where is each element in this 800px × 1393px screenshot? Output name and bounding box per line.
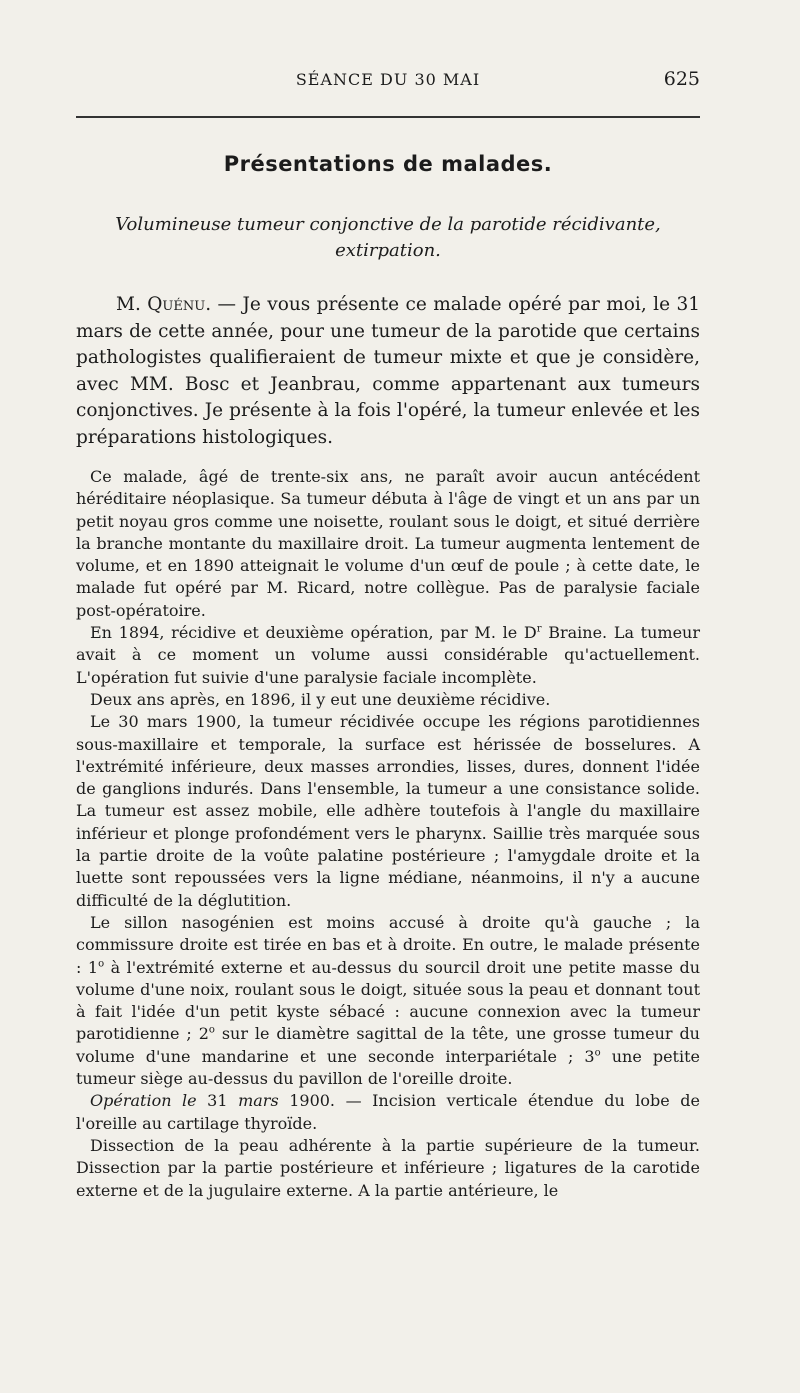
section-title: Présentations de malades. xyxy=(223,152,553,176)
p5-text-d: une petite tumeur siège au-dessus du pavillon de l'oreille droite. xyxy=(76,1046,701,1089)
p5-text-c: sur le diamètre sagittal de la tête, une grosse tumeur du volume d'une mandarine et une seconde interpariétale ; 3 xyxy=(76,1024,700,1066)
intro-paragraph xyxy=(76,292,700,451)
header-rule xyxy=(76,116,700,118)
intro-body: — Je vous présente ce malade opéré par moi, le 31 mars de cette année, pour une tumeur de la parotide que certains pathologistes qualifieraient de tumeur mixte et que je considère, avec MM. Bosc et Jeanbrau, comme appartenant aux tumeurs conjonctives. Je présente à la fois l'opéré, la tumeur enlevée et les préparations histologiques. xyxy=(76,294,700,448)
paragraph-examination: Le 30 mars 1900, la tumeur récidivée occupe les régions parotidiennes sous-maxillaire et temporale, la surface est hérissée de bosselures. A l'extrémité inférieure, deux masses arrondies, lisses, dures, donnent l'idée de ganglions indurés. Dans l'ensemble, la tumeur a une consistance solide. La tumeur est assez mobile, elle adhère toutefois à l'angle du maxillaire inférieur et plonge profondément vers le pharynx. Saillie très marquée sous la partie droite de la voûte palatine postérieure ; l'amygdale droite et la luette sont repoussées vers la ligne médiane, néanmoins, il n'y a aucune difficulté de la déglutition. xyxy=(76,712,700,910)
paragraph-dissection: Dissection de la peau adhérente à la partie supérieure de la tumeur. Dissection par la partie postérieure et inférieure ; ligatures de la carotide externe et de la jugulaire externe. A la partie antérieure, le xyxy=(76,1135,700,1200)
p5-superscript-3: o xyxy=(594,1047,601,1059)
paragraph-operation xyxy=(76,1090,700,1135)
paragraph-history: Ce malade, âgé de trente-six ans, ne paraît avoir aucun antécédent héréditaire néoplasique. Sa tumeur débuta à l'âge de vingt et un ans par un petit noyau gros comme une noisette, roulant sous le doigt, et situé derrière la branche montante du maxillaire droit. La tumeur augmenta lentement de volume, et en 1890 atteignait le volume d'un œuf de poule ; à cette date, le malade fut opéré par M. Ricard, notre collègue. Pas de paralysie faciale post-opératoire. xyxy=(76,467,700,620)
intro-text xyxy=(76,292,700,451)
p6-italic-2: mars xyxy=(238,1091,279,1111)
paragraph-findings xyxy=(76,912,700,1090)
p2-text-b: Braine. La tumeur avait à ce moment un volume aussi considérable qu'actuellement. L'opération fut suivie d'une paralysie faciale incomplète. xyxy=(76,623,701,687)
p5-text-a: Le sillon nasogénien est moins accusé à droite qu'à gauche ; la commissure droite est tirée en bas et à droite. En outre, le malade présente : 1 xyxy=(76,912,700,977)
paragraph-recurrence-1896: Deux ans après, en 1896, il y eut une deuxième récidive. xyxy=(90,689,551,709)
article-title xyxy=(76,212,700,264)
speaker-prefix: M. xyxy=(116,294,148,315)
p5-superscript-1: o xyxy=(98,958,105,970)
running-title: SÉANCE DU 30 MAI xyxy=(295,70,481,89)
paragraph-recurrence-1894 xyxy=(76,622,700,689)
p5-superscript-2: o xyxy=(208,1025,215,1037)
p6-number: 31 xyxy=(196,1091,239,1111)
p6-italic-1: Opération le xyxy=(90,1091,197,1111)
p6-rest: 1900. — Incision verticale étendue du lobe de l'oreille au cartilage thyroïde. xyxy=(76,1091,701,1133)
p5-text-b: à l'extrémité externe et au-dessus du sourcil droit une petite masse du volume d'une noix, roulant sous le doigt, située sous la peau et donnant tout à fait l'idée d'un petit kyste sébacé : aucune connexion avec la tumeur parotidienne ; 2 xyxy=(76,957,700,1044)
p2-text-a: En 1894, récidive et deuxième opération, par M. le D xyxy=(90,623,537,643)
article-title-line-2: extirpation. xyxy=(335,240,441,261)
page-header xyxy=(76,64,700,92)
case-report xyxy=(76,466,700,1202)
page-number: 625 xyxy=(663,68,700,90)
p2-superscript: r xyxy=(536,623,542,635)
speaker-name: Quénu. xyxy=(147,294,212,315)
article-title-line-1: Volumineuse tumeur conjonctive de la parotide récidivante, xyxy=(115,214,661,235)
